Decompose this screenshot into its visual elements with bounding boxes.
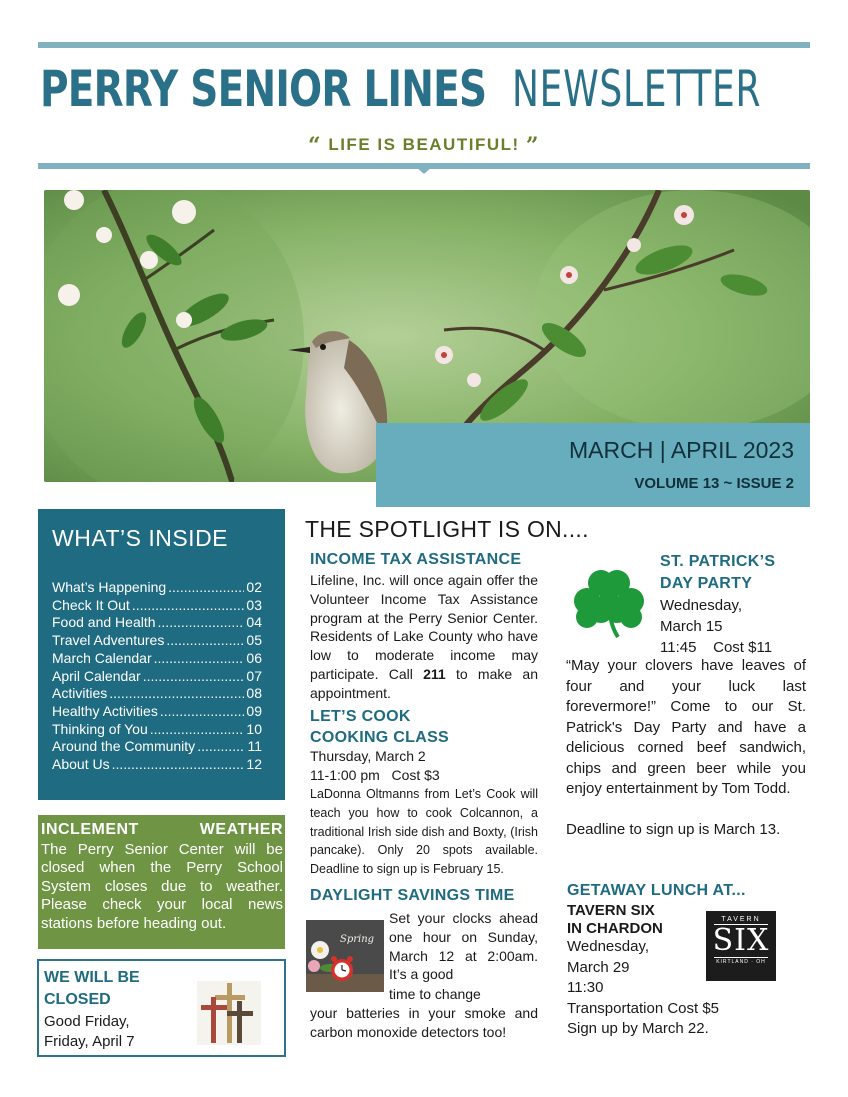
toc-row[interactable] <box>52 614 262 632</box>
getaway-place-1: TAVERN SIX <box>567 902 655 919</box>
getaway-signup: Sign up by March 22. <box>567 1020 709 1037</box>
cooking-date: Thursday, March 2 <box>310 748 426 764</box>
stpat-cost: Cost $11 <box>713 639 773 656</box>
stpat-date: March 15 <box>660 618 723 635</box>
toc-row[interactable] <box>52 650 262 668</box>
dst-heading: DAYLIGHT SAVINGS TIME <box>310 887 515 904</box>
toc-label: Activities <box>52 685 108 702</box>
toc-page: 05 <box>246 632 262 649</box>
tagline-quote-close: ” <box>525 133 541 159</box>
getaway-when <box>567 937 720 1040</box>
stpat-time-cost <box>660 637 810 658</box>
cooking-heading <box>310 706 449 748</box>
newsletter-title <box>40 60 810 118</box>
weather-body: The Perry Senior Center will be closed when the Perry School System closes due to weather. Please check your local news stations before heading out. <box>41 841 283 932</box>
masthead-top-rule <box>38 42 810 48</box>
toc-page: 04 <box>246 614 262 631</box>
toc-page: 10 <box>246 720 262 737</box>
closed-body <box>44 1012 184 1052</box>
dst-text-line: time to change <box>389 986 481 1002</box>
getaway-day: Wednesday, <box>567 938 649 955</box>
cooking-cost: Cost $3 <box>391 767 440 783</box>
toc-label: March Calendar <box>52 649 152 666</box>
toc-page: 03 <box>246 596 262 613</box>
stpat-heading <box>660 551 775 595</box>
toc-page: 07 <box>246 667 262 684</box>
stpat-time: 11:45 <box>660 639 697 656</box>
cooking-time-cost <box>310 766 538 785</box>
whats-inside-heading: WHAT’S INSIDE <box>52 525 229 551</box>
crosses-icon <box>197 981 261 1045</box>
getaway-date: March 29 <box>567 958 630 976</box>
getaway-transport-label: Transportation <box>567 999 668 1017</box>
issue-banner <box>376 423 810 507</box>
stpat-body: “May your clovers have leaves of four and your luck last forevermore!” Come to our St. Patrick's Day Party and have a delicious corned beef sandwich, chips and green beer while you enjoy entertainment by Tom Todd. <box>566 657 806 797</box>
toc-label: What’s Happening <box>52 579 167 595</box>
weather-heading-left: INCLEMENT <box>41 821 139 838</box>
closed-heading-line-1: WE WILL BE <box>44 969 140 986</box>
closed-heading-line-2: CLOSED <box>44 991 111 1008</box>
spring-image-text: Spring <box>340 934 375 945</box>
cooking-heading-line-1: LET’S COOK <box>310 708 411 725</box>
cooking-body-text: LaDonna Oltmanns from <box>310 787 455 801</box>
cooking-heading-line-2: COOKING CLASS <box>310 729 450 746</box>
toc-label: April Calendar <box>52 667 141 684</box>
toc-label: Check It Out <box>52 596 130 613</box>
toc-page: 06 <box>246 649 262 666</box>
stpat-heading-line-1: ST. PATRICK’S <box>660 553 776 570</box>
toc-label: Food and Health <box>52 614 156 631</box>
toc-label: About Us <box>52 756 110 773</box>
toc-row[interactable] <box>52 597 262 615</box>
dst-body-wrap: Set your clocks ahead one hour on Sunday, March 12 at 2:00am. It’s a good <box>389 910 538 983</box>
tax-body-text: Lifeline, Inc. will once again offer the Volunteer Income Tax Assistance program at the Perry Senior Center. Residents of Lake County who have low to moderate income may participate. Call <box>310 572 538 682</box>
getaway-place <box>567 902 707 938</box>
shamrock-icon <box>574 566 644 638</box>
dst-body-cont <box>310 985 538 1041</box>
closed-line-1: Good Friday, <box>44 1013 130 1030</box>
getaway-cost: Cost $5 <box>667 999 720 1017</box>
cooking-deadline: February 15. <box>433 862 504 877</box>
toc-label: Healthy Activities <box>52 702 158 719</box>
cooking-body <box>310 785 538 879</box>
stpat-deadline <box>566 820 806 841</box>
closed-heading <box>44 967 184 1011</box>
dst-when: Sunday, March 12 <box>389 928 538 964</box>
toc-row[interactable] <box>52 738 262 756</box>
getaway-transport <box>567 999 720 1020</box>
whats-inside-panel <box>38 509 285 800</box>
stpat-deadline-text: Deadline to sign up is <box>566 821 714 838</box>
toc-row[interactable] <box>52 579 262 597</box>
closed-line-2: Friday, April 7 <box>44 1033 135 1050</box>
toc-label: Travel Adventures <box>52 632 165 649</box>
stpat-when <box>660 595 810 658</box>
weather-heading <box>41 821 283 839</box>
cooking-when <box>310 747 538 785</box>
stpat-day: Wednesday, <box>660 597 742 614</box>
spotlight-title: THE SPOTLIGHT IS ON.... <box>305 516 589 542</box>
cooking-body-text-2: will teach you how to cook Colcannon, a traditional Irish side dish and Boxty, (Irish pancake). Only 20 spots available. Deadline to sign up is <box>310 787 538 877</box>
tax-phone: 211 <box>423 665 446 682</box>
dst-text-rest: your batteries in your smoke and carbon monoxide detectors too! <box>310 1004 538 1040</box>
toc-row[interactable] <box>52 756 262 774</box>
title-bold: PERRY SENIOR LINES <box>40 60 487 118</box>
inclement-weather-panel <box>38 815 285 949</box>
getaway-heading: GETAWAY LUNCH AT... <box>567 882 746 899</box>
getaway-time: 11:30 <box>567 979 604 996</box>
tavern-six-logo <box>706 911 776 981</box>
toc-row[interactable] <box>52 703 262 721</box>
rule-chevron-icon <box>414 165 434 174</box>
closed-notice <box>37 959 286 1057</box>
toc-page: 08 <box>246 685 262 702</box>
logo-top-text: TAVERN <box>714 916 768 925</box>
toc-row[interactable] <box>52 668 262 686</box>
logo-main-text: SIX <box>712 923 770 958</box>
tagline <box>0 133 848 159</box>
toc-page: 09 <box>246 702 262 719</box>
cooking-time: 11-1:00 pm <box>310 767 380 783</box>
stpat-deadline-date: March 13. <box>713 821 781 838</box>
toc-label: Thinking of You <box>52 720 148 737</box>
weather-heading-right: WEATHER <box>199 821 283 838</box>
toc-page: 02 <box>246 579 262 595</box>
dst-text-1: Set your clocks ahead one hour on <box>389 910 538 945</box>
tagline-quote-open: “ <box>307 133 323 159</box>
toc-page: 12 <box>246 756 262 773</box>
title-light: NEWSLETTER <box>512 60 762 118</box>
tax-body-text-end: to make an appointment. <box>310 665 538 701</box>
cooking-org: Let’s Cook <box>454 787 516 801</box>
toc-row[interactable] <box>52 685 262 703</box>
dst-text-2: at <box>454 947 488 964</box>
toc-page: 11 <box>247 738 262 755</box>
toc-label: Around the Community <box>52 738 196 755</box>
stpat-heading-line-2: DAY PARTY <box>660 575 753 592</box>
table-of-contents <box>52 579 262 774</box>
issue-date: MARCH | APRIL 2023 <box>569 437 794 463</box>
tax-heading: INCOME TAX ASSISTANCE <box>310 551 522 568</box>
tax-body <box>310 571 538 703</box>
tagline-text: LIFE IS BEAUTIFUL! <box>328 135 520 154</box>
logo-bottom-text: KIRTLAND · OH <box>714 957 768 965</box>
issue-volume: VOLUME 13 ~ ISSUE 2 <box>634 475 794 492</box>
getaway-place-2: IN CHARDON <box>567 920 663 937</box>
toc-row[interactable] <box>52 721 262 739</box>
toc-row[interactable] <box>52 632 262 650</box>
dst-body <box>310 909 538 984</box>
dst-time: 2:00am. <box>487 947 538 964</box>
